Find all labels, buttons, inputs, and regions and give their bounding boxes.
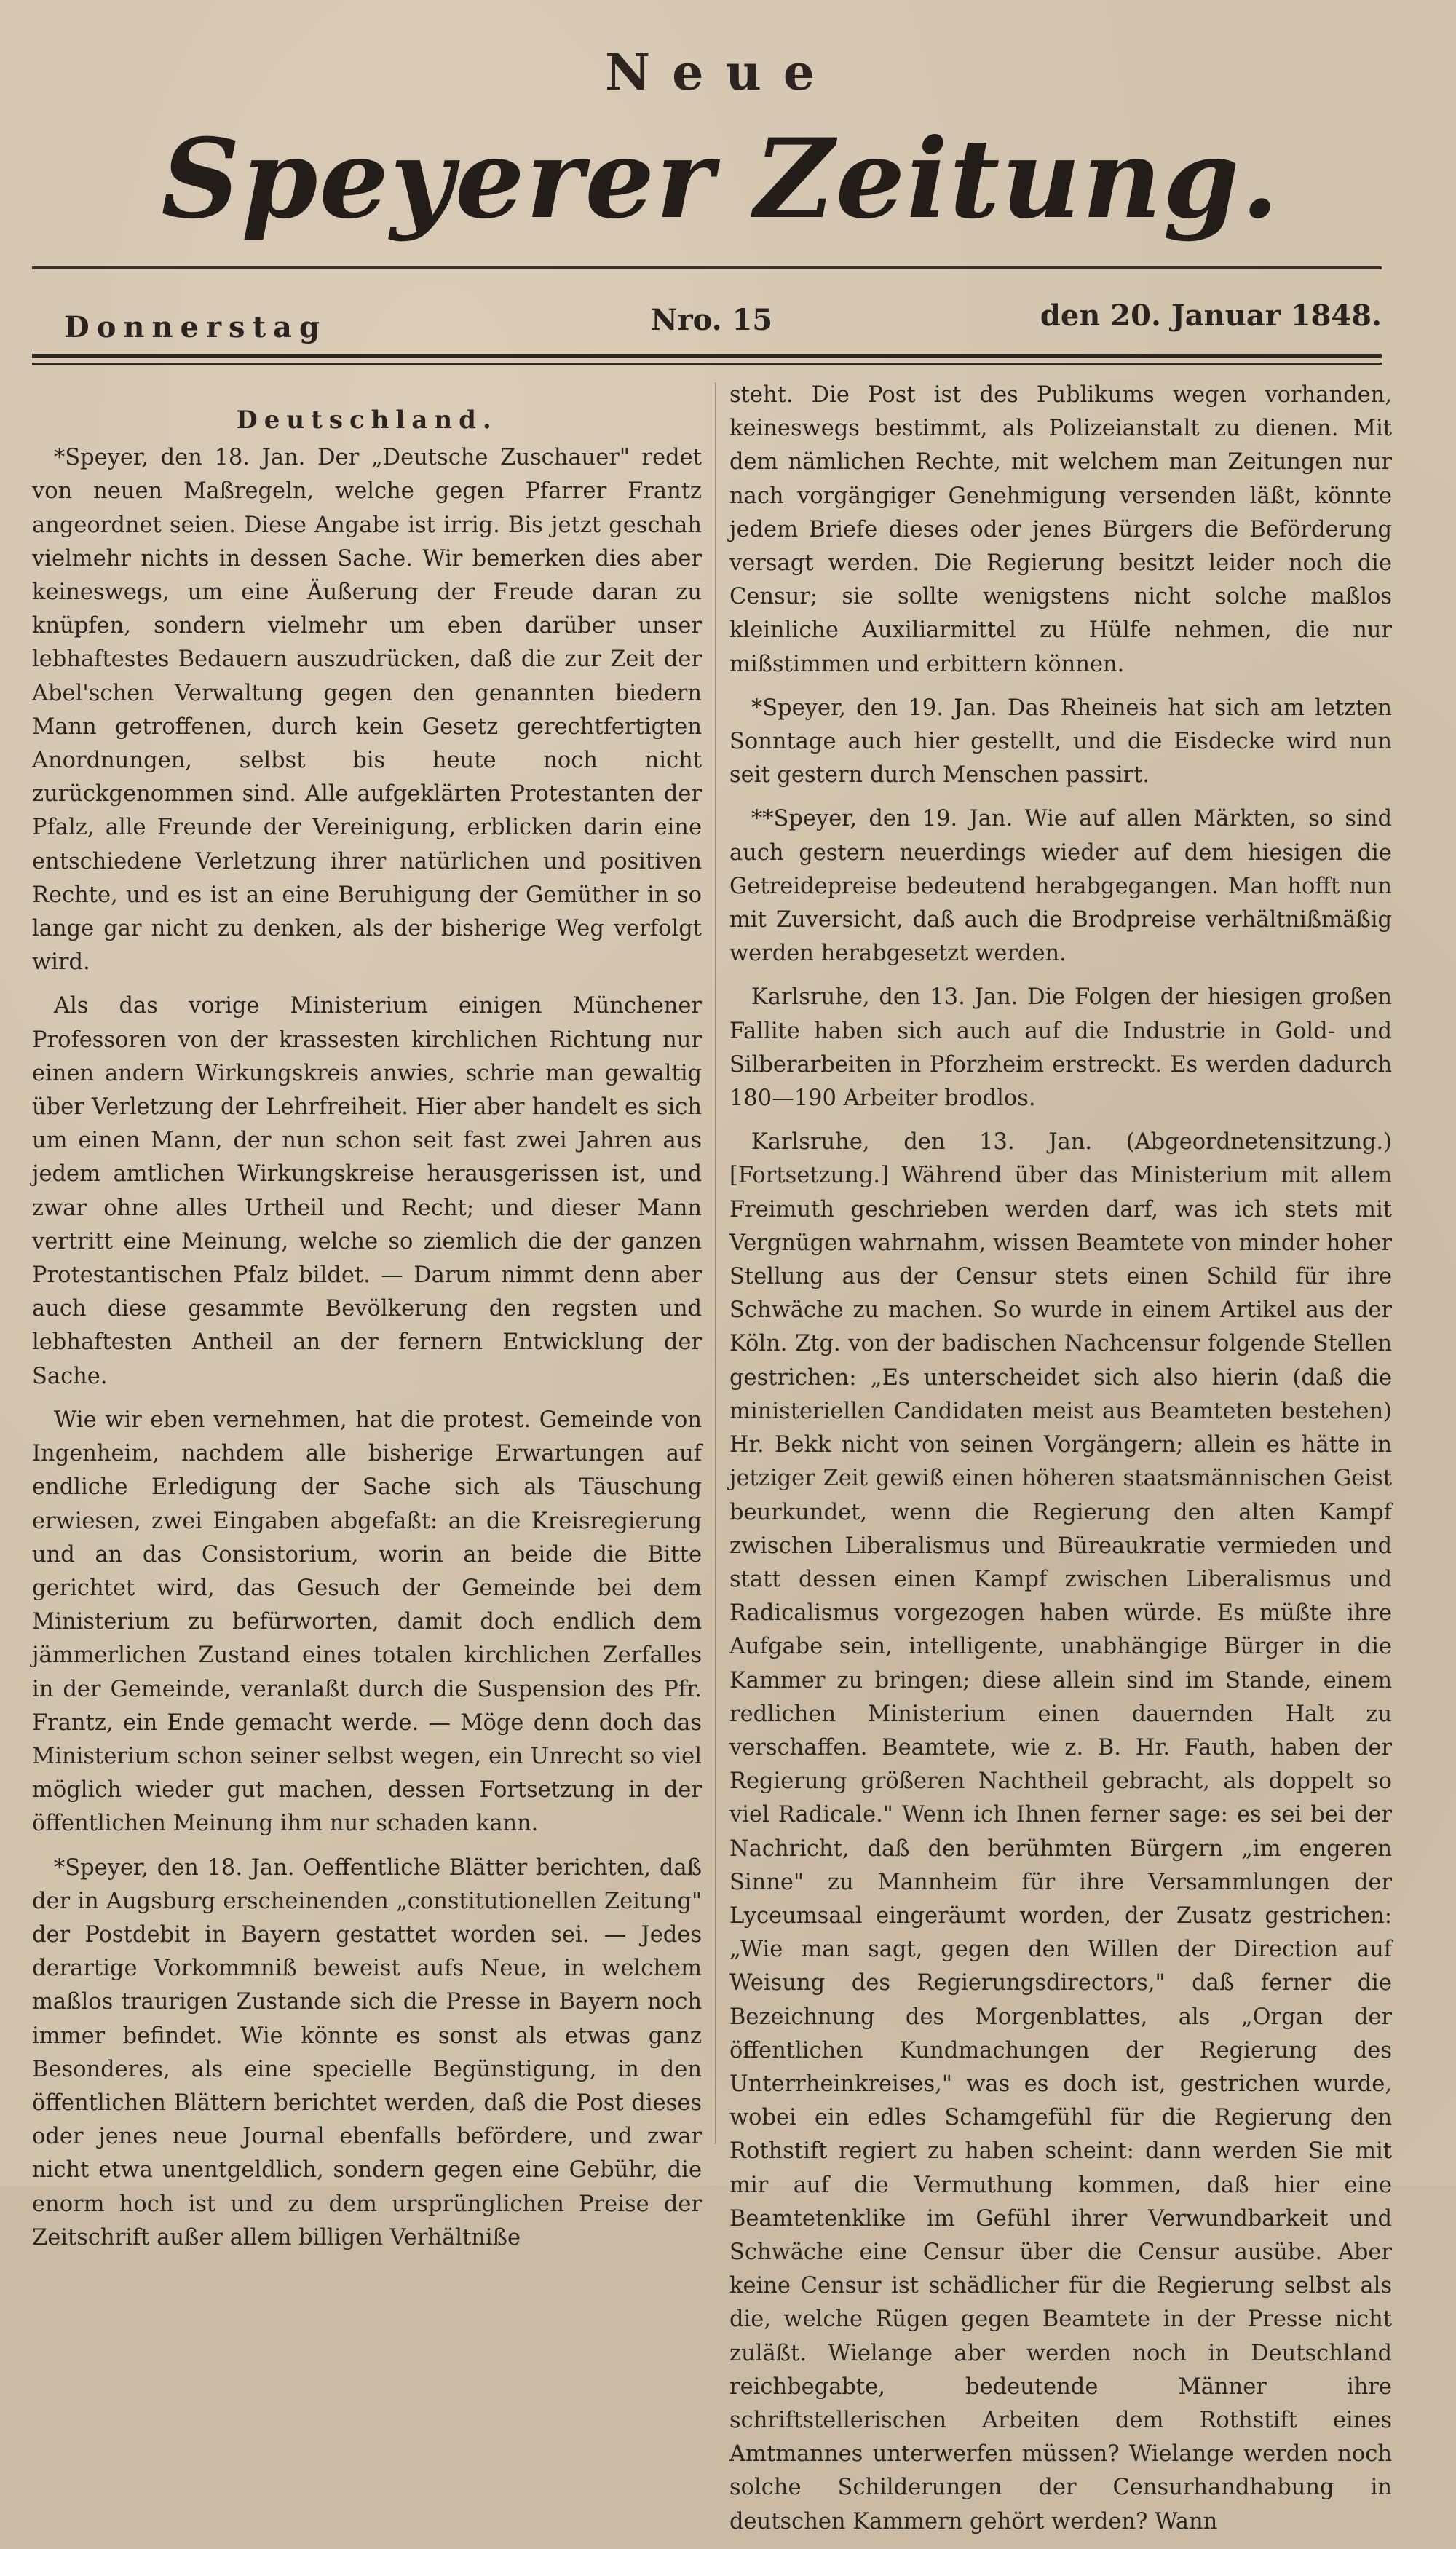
article-paragraph: steht. Die Post ist des Publikums wegen vorhanden, keineswegs bestimmt, als Polizeianstalt zu dienen. Mit dem nämlichen Rechte, mit welchem man Zeitungen nur nach vorgängiger Genehmigung versenden läßt, könnte jedem Briefe dieses oder jenes Bürgers die Beförderung versagt werden. Die Regierung besitzt leider noch die Censur; sie sollte wenigstens nicht solche maßlos kleinliche Auxiliarmittel zu Hülfe nehmen, die nur mißstimmen und erbittern können. [729,382,1392,677]
rule-top [32,266,1382,269]
article-paragraph: Als das vorige Ministerium einigen Münchener Professoren von der krassesten kirchlichen Richtung nur einen andern Wirkungskreis anwies, schrie man gewaltig über Verletzung der Lehrfreiheit. Hier aber handelt es sich um einen Mann, der nun schon seit fast zwei Jahren aus jedem amtlichen Wirkungskreise herausgerissen ist, und zwar ohne alles Urtheil und Recht; und dieser Mann vertritt eine Meinung, welche so ziemlich die der ganzen Protestantischen Pfalz bildet. — Darum nimmt denn aber auch diese gesammte Bevölkerung den regsten und lebhaftesten Antheil an der fernern Entwicklung der Sache. [32,993,702,1389]
article-paragraph: Karlsruhe, den 13. Jan. (Abgeordnetensitzung.) [Fortsetzung.] Während über das Ministerium mit allem Freimuth geschrieben werden darf, was ich stets mit Vergnügen wahrnahm, wissen Beamtete von minder hoher Stellung aus der Censur stets einen Schild für ihre Schwäche zu machen. So wurde in einem Artikel aus der Köln. Ztg. von der badischen Nachcensur folgende Stellen gestrichen: „Es unterscheidet sich also hierin (daß die ministeriellen Candidaten meist aus Beamteten bestehen) Hr. Bekk nicht von seinen Vorgängern; allein es hätte in jetziger Zeit gewiß einen höheren staatsmännischen Geist beurkundet, wenn die Regierung den alten Kampf zwischen Liberalismus und Büreaukratie vermieden und statt dessen einen Kampf zwischen Liberalismus und Radicalismus vorgezogen haben würde. Es müßte ihre Aufgabe sein, intelligente, unabhängige Bürger in die Kammer zu bringen; diese allein sind im Stande, einem redlichen Ministerium einen dauernden Halt zu verschaffen. Beamtete, wie z. B. Hr. Fauth, haben der Regierung größeren Nachtheil gebracht, als doppelt so viel Radicale." Wenn ich Ihnen ferner sage: es sei bei der Nachricht, daß den berühmten Bürgern „im engeren Sinne" zu Mannheim für ihre Versammlungen der Lyceumsaal eingeräumt worden, der Zusatz gestrichen: „Wie man sagt, gegen den Willen der Direction auf Weisung des Regierungsdirectors," daß ferner die Bezeichnung des Morgenblattes, als „Organ der öffentlichen Kundmachungen der Regierung des Unterrheinkreises," was es doch ist, gestrichen wurde, wobei ein edles Schamgefühl für die Regierung den Rothstift regiert zu haben scheint: dann werden Sie mit mir auf die Vermuthung kommen, daß hier eine Beamtetenklike im Gefühl ihrer Verwundbarkeit und Schwäche eine Censur über die Censur ausübe. Aber keine Censur ist schädlicher für die Regierung selbst als die, welche Rügen gegen Beamtete in der Presse nicht zuläßt. Wielange aber werden noch in Deutschland reichbegabte, bedeutende Männer ihre schriftstellerischen Arbeiten dem Rothstift eines Amtmannes unterwerfen müssen? Wielange werden noch solche Schilderungen der Censurhandhabung in deutschen Kammern gehört werden? Wann [729,1129,1392,2534]
right-column [729,379,1392,2549]
article-paragraph: *Speyer, den 18. Jan. Der „Deutsche Zuschauer" redet von neuen Maßregeln, welche gegen Pfarrer Frantz angeordnet seien. Diese Angabe ist irrig. Bis jetzt geschah vielmehr nichts in dessen Sache. Wir bemerken dies aber keineswegs, um eine Äußerung der Freude daran zu knüpfen, sondern vielmehr um eben darüber unser lebhaftestes Bedauern auszudrücken, daß die zur Zeit der Abel'schen Verwaltung gegen den genannten biedern Mann getroffenen, durch kein Gesetz gerechtfertigten Anordnungen, selbst bis heute noch nicht zurückgenommen sind. Alle aufgeklärten Protestanten der Pfalz, alle Freunde der Vereinigung, erblicken darin eine entschiedene Verletzung ihrer natürlichen und positiven Rechte, und es ist an eine Beruhigung der Gemüther in so lange gar nicht zu denken, als der bisherige Weg verfolgt wird. [32,445,702,976]
masthead-title: Speyerer Zeitung. [161,115,1281,243]
dateline [32,290,1382,344]
issue-day: Donnerstag [64,310,327,344]
article-paragraph: Karlsruhe, den 13. Jan. Die Folgen der hiesigen großen Fallite haben sich auch auf die Industrie in Gold- und Silberarbeiten in Pforzheim erstreckt. Es werden dadurch 180—190 Arbeiter brodlos. [729,984,1392,1112]
issue-number: Nro. 15 [651,303,773,337]
article-paragraph: Wie wir eben vernehmen, hat die protest. Gemeinde von Ingenheim, nachdem alle bisherige Erwartungen auf endliche Erledigung der Sache sich als Täuschung erwiesen, zwei Eingaben abgefaßt: an die Kreisregierung und an das Consistorium, worin an beide die Bitte gerichtet wird, das Gesuch der Gemeinde bei dem Ministerium zu befürworten, damit doch endlich dem jämmerlichen Zustand eines totalen kirchlichen Zerfalles in der Gemeinde, veranlaßt durch die Suspension des Pfr. Frantz, ein Ende gemacht werde. — Möge denn doch das Ministerium schon seiner selbst wegen, ein Unrecht so viel möglich wieder gut machen, dessen Fortsetzung in der öffentlichen Meinung ihm nur schaden kann. [32,1407,702,1837]
rule-double-thin [32,363,1382,365]
article-paragraph: *Speyer, den 19. Jan. Das Rheineis hat sich am letzten Sonntage auch hier gestellt, und die Eisdecke wird nun seit gestern durch Menschen passirt. [729,695,1392,789]
rule-double-thick [32,354,1382,358]
column-divider [715,382,716,2144]
section-heading: Deutschland. [236,406,498,435]
article-paragraph: **Speyer, den 19. Jan. Wie auf allen Märkten, so sind auch gestern neuerdings wieder auf dem hiesigen die Getreidepreise bedeutend herabgegangen. Man hofft nun mit Zuversicht, daß auch die Brodpreise verhältnißmäßig werden herabgesetzt werden. [729,806,1392,967]
left-column [32,379,702,2265]
issue-date: den 20. Januar 1848. [1040,299,1382,333]
masthead-kicker: Neue [604,44,837,102]
masthead [29,29,1412,269]
article-paragraph: *Speyer, den 18. Jan. Oeffentliche Blätter berichten, daß der in Augsburg erscheinenden „constitutionellen Zeitung" der Postdebit in Bayern gestattet worden sei. — Jedes derartige Vorkommniß beweist aufs Neue, in welchem maßlos traurigen Zustande sich die Presse in Bayern noch immer befindet. Wie könnte es sonst als etwas ganz Besonderes, als eine specielle Begünstigung, in den öffentlichen Blättern berichtet werden, daß die Post dieses oder jenes neue Journal ebenfalls befördere, und zwar nicht etwa unentgeldlich, sondern gegen eine Gebühr, die enorm hoch ist und zu dem ursprünglichen Preise der Zeitschrift außer allem billigen Verhältniße [32,1854,702,2250]
